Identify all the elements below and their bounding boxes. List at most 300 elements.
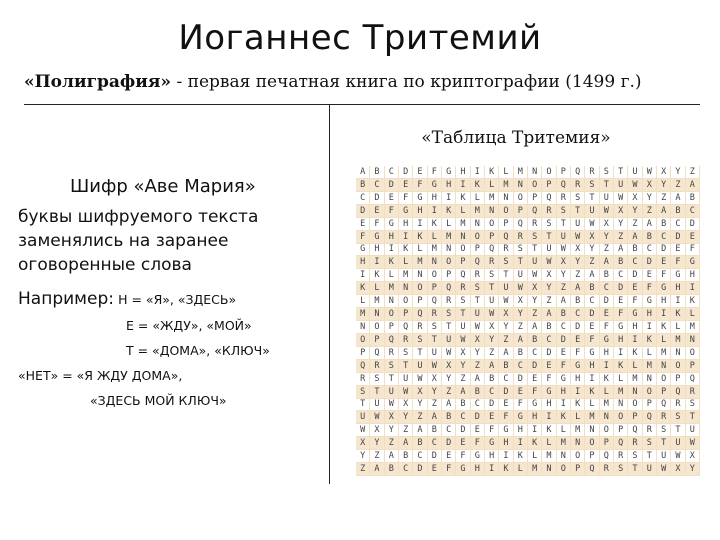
table-cell: F: [686, 244, 700, 257]
table-cell: T: [671, 424, 685, 437]
table-cell: I: [370, 256, 384, 269]
table-cell: G: [614, 321, 628, 334]
table-cell: X: [628, 192, 642, 205]
table-cell: X: [485, 321, 499, 334]
table-cell: P: [571, 463, 585, 476]
table-cell: U: [413, 360, 427, 373]
table-cell: N: [557, 450, 571, 463]
table-cell: B: [442, 411, 456, 424]
table-cell: F: [399, 192, 413, 205]
table-cell: R: [399, 334, 413, 347]
table-cell: E: [485, 411, 499, 424]
table-cell: W: [528, 269, 542, 282]
table-cell: P: [528, 192, 542, 205]
table-cell: E: [428, 463, 442, 476]
table-cell: Y: [571, 256, 585, 269]
table-cell: H: [686, 269, 700, 282]
table-cell: A: [399, 437, 413, 450]
table-cell: L: [628, 360, 642, 373]
table-cell: S: [356, 386, 370, 399]
table-cell: N: [600, 411, 614, 424]
cipher-heading: Шифр «Аве Мария»: [70, 176, 256, 197]
table-cell: W: [514, 282, 528, 295]
table-cell: Q: [356, 360, 370, 373]
table-cell: N: [585, 424, 599, 437]
table-cell: G: [686, 256, 700, 269]
table-cell: I: [485, 463, 499, 476]
table-cell: O: [428, 269, 442, 282]
table-cell: K: [571, 399, 585, 412]
table-cell: A: [356, 166, 370, 179]
table-caption: «Таблица Тритемия»: [421, 128, 611, 148]
table-cell: E: [356, 218, 370, 231]
table-cell: L: [485, 179, 499, 192]
table-cell: U: [514, 269, 528, 282]
table-cell: A: [657, 205, 671, 218]
table-cell: E: [542, 360, 556, 373]
table-cell: S: [542, 218, 556, 231]
table-cell: B: [571, 295, 585, 308]
table-cell: K: [514, 450, 528, 463]
example-label: Например:: [18, 289, 114, 309]
table-cell: L: [528, 450, 542, 463]
table-cell: N: [499, 192, 513, 205]
table-cell: Y: [428, 386, 442, 399]
table-cell: Z: [399, 424, 413, 437]
table-cell: E: [628, 282, 642, 295]
example-line: Е = «ЖДУ», «МОЙ»: [126, 318, 252, 333]
table-cell: U: [356, 411, 370, 424]
table-cell: B: [600, 269, 614, 282]
table-cell: B: [671, 205, 685, 218]
table-cell: T: [442, 321, 456, 334]
table-cell: M: [528, 463, 542, 476]
table-cell: N: [542, 463, 556, 476]
table-cell: P: [585, 450, 599, 463]
table-cell: I: [399, 231, 413, 244]
table-cell: Q: [557, 179, 571, 192]
table-cell: U: [428, 347, 442, 360]
table-cell: U: [456, 321, 470, 334]
subtitle-text: - первая печатная книга по криптографии (1499 г.): [171, 72, 642, 92]
table-cell: C: [571, 308, 585, 321]
table-cell: M: [399, 269, 413, 282]
table-cell: F: [643, 282, 657, 295]
table-cell: E: [528, 373, 542, 386]
table-cell: K: [671, 308, 685, 321]
table-cell: I: [428, 205, 442, 218]
table-cell: H: [385, 231, 399, 244]
table-cell: U: [557, 231, 571, 244]
table-cell: Y: [585, 244, 599, 257]
table-cell: N: [528, 166, 542, 179]
table-cell: P: [686, 360, 700, 373]
table-cell: G: [585, 347, 599, 360]
table-cell: Q: [385, 334, 399, 347]
table-cell: M: [557, 437, 571, 450]
table-cell: Q: [399, 321, 413, 334]
table-cell: K: [413, 231, 427, 244]
table-cell: E: [413, 166, 427, 179]
table-cell: P: [671, 373, 685, 386]
table-cell: D: [356, 205, 370, 218]
table-cell: Y: [471, 347, 485, 360]
table-cell: O: [456, 244, 470, 257]
table-cell: L: [514, 463, 528, 476]
table-cell: H: [356, 256, 370, 269]
table-cell: Y: [628, 205, 642, 218]
table-cell: W: [657, 463, 671, 476]
table-cell: T: [385, 373, 399, 386]
table-cell: M: [485, 192, 499, 205]
table-cell: I: [385, 244, 399, 257]
table-cell: N: [456, 231, 470, 244]
table-cell: E: [385, 192, 399, 205]
table-cell: C: [471, 399, 485, 412]
table-cell: T: [499, 269, 513, 282]
table-cell: K: [385, 256, 399, 269]
table-cell: N: [370, 308, 384, 321]
table-cell: Y: [528, 295, 542, 308]
table-cell: M: [428, 244, 442, 257]
table-cell: M: [600, 399, 614, 412]
table-cell: D: [542, 347, 556, 360]
table-cell: I: [442, 192, 456, 205]
table-cell: Q: [499, 231, 513, 244]
table-cell: Y: [499, 321, 513, 334]
table-cell: L: [614, 373, 628, 386]
table-cell: C: [585, 295, 599, 308]
table-cell: G: [442, 166, 456, 179]
table-cell: L: [385, 269, 399, 282]
table-cell: W: [614, 192, 628, 205]
table-cell: O: [485, 218, 499, 231]
table-cell: H: [514, 424, 528, 437]
table-cell: F: [628, 295, 642, 308]
table-cell: K: [542, 424, 556, 437]
horizontal-divider: [24, 104, 700, 105]
table-cell: P: [485, 231, 499, 244]
table-cell: D: [385, 179, 399, 192]
table-cell: P: [600, 437, 614, 450]
table-cell: C: [628, 256, 642, 269]
table-cell: E: [657, 256, 671, 269]
table-cell: U: [686, 424, 700, 437]
table-cell: C: [428, 437, 442, 450]
table-cell: U: [628, 166, 642, 179]
table-cell: Z: [614, 231, 628, 244]
table-cell: P: [657, 386, 671, 399]
table-cell: F: [413, 179, 427, 192]
table-cell: X: [442, 360, 456, 373]
table-cell: I: [571, 386, 585, 399]
table-cell: I: [356, 269, 370, 282]
table-cell: D: [657, 244, 671, 257]
table-cell: R: [657, 411, 671, 424]
table-cell: G: [370, 231, 384, 244]
table-cell: W: [686, 437, 700, 450]
table-cell: B: [428, 424, 442, 437]
table-cell: E: [671, 244, 685, 257]
table-cell: D: [428, 450, 442, 463]
trithemius-table: [356, 166, 700, 476]
table-cell: O: [385, 308, 399, 321]
table-cell: M: [442, 231, 456, 244]
table-cell: Q: [471, 256, 485, 269]
table-cell: M: [671, 334, 685, 347]
table-cell: S: [456, 295, 470, 308]
table-cell: H: [413, 205, 427, 218]
table-cell: W: [571, 231, 585, 244]
table-cell: C: [485, 386, 499, 399]
table-cell: T: [399, 360, 413, 373]
table-cell: W: [385, 399, 399, 412]
table-cell: N: [471, 218, 485, 231]
table-cell: P: [542, 179, 556, 192]
table-cell: P: [557, 166, 571, 179]
table-cell: O: [671, 360, 685, 373]
table-cell: H: [600, 347, 614, 360]
table-cell: R: [514, 231, 528, 244]
table-cell: F: [657, 269, 671, 282]
table-cell: H: [399, 218, 413, 231]
table-cell: Z: [471, 360, 485, 373]
table-cell: Q: [528, 205, 542, 218]
table-cell: Q: [628, 424, 642, 437]
table-cell: G: [499, 424, 513, 437]
table-cell: K: [485, 166, 499, 179]
table-cell: I: [600, 360, 614, 373]
table-cell: Q: [585, 463, 599, 476]
table-cell: O: [571, 450, 585, 463]
table-cell: Z: [370, 450, 384, 463]
table-cell: X: [499, 308, 513, 321]
table-cell: G: [528, 399, 542, 412]
table-cell: R: [485, 256, 499, 269]
table-cell: L: [643, 347, 657, 360]
table-cell: Z: [657, 192, 671, 205]
table-cell: H: [542, 399, 556, 412]
table-cell: R: [456, 282, 470, 295]
table-cell: P: [413, 295, 427, 308]
table-cell: H: [614, 334, 628, 347]
table-cell: Z: [385, 437, 399, 450]
table-cell: R: [643, 424, 657, 437]
table-cell: H: [471, 463, 485, 476]
table-cell: X: [370, 424, 384, 437]
table-cell: D: [585, 308, 599, 321]
table-cell: L: [542, 437, 556, 450]
table-cell: F: [385, 205, 399, 218]
table-cell: N: [428, 256, 442, 269]
table-cell: Y: [600, 231, 614, 244]
table-cell: P: [514, 205, 528, 218]
table-cell: L: [428, 231, 442, 244]
table-cell: E: [471, 424, 485, 437]
table-cell: I: [557, 399, 571, 412]
table-cell: W: [428, 360, 442, 373]
table-cell: Y: [657, 179, 671, 192]
table-cell: Q: [614, 437, 628, 450]
table-cell: X: [528, 282, 542, 295]
table-cell: C: [557, 321, 571, 334]
table-cell: C: [643, 244, 657, 257]
table-cell: L: [557, 424, 571, 437]
table-cell: Q: [686, 373, 700, 386]
table-cell: B: [485, 373, 499, 386]
table-cell: L: [571, 411, 585, 424]
table-cell: C: [442, 424, 456, 437]
table-cell: U: [499, 282, 513, 295]
table-cell: I: [456, 179, 470, 192]
table-cell: G: [428, 179, 442, 192]
table-cell: U: [542, 244, 556, 257]
table-cell: N: [399, 282, 413, 295]
table-cell: Y: [643, 192, 657, 205]
table-cell: O: [399, 295, 413, 308]
table-cell: Y: [442, 373, 456, 386]
table-cell: M: [571, 424, 585, 437]
table-cell: C: [499, 373, 513, 386]
table-cell: C: [456, 411, 470, 424]
table-cell: H: [370, 244, 384, 257]
table-cell: O: [514, 192, 528, 205]
table-cell: A: [585, 269, 599, 282]
table-cell: L: [442, 218, 456, 231]
table-cell: S: [442, 308, 456, 321]
table-cell: S: [428, 321, 442, 334]
table-cell: K: [643, 334, 657, 347]
table-cell: C: [514, 360, 528, 373]
table-cell: L: [671, 321, 685, 334]
vertical-divider: [329, 104, 330, 484]
table-cell: S: [471, 282, 485, 295]
table-cell: X: [399, 399, 413, 412]
table-cell: L: [471, 192, 485, 205]
table-cell: T: [428, 334, 442, 347]
table-cell: A: [686, 179, 700, 192]
table-cell: L: [456, 205, 470, 218]
table-cell: R: [499, 244, 513, 257]
table-cell: N: [571, 437, 585, 450]
table-cell: X: [571, 244, 585, 257]
table-cell: L: [499, 166, 513, 179]
table-cell: Q: [571, 166, 585, 179]
table-cell: L: [585, 399, 599, 412]
table-cell: C: [600, 282, 614, 295]
example-line: «НЕТ» = «Я ЖДУ ДОМА»,: [18, 368, 183, 383]
table-cell: K: [399, 244, 413, 257]
table-cell: M: [686, 321, 700, 334]
table-cell: N: [686, 334, 700, 347]
table-cell: X: [585, 231, 599, 244]
table-cell: G: [571, 360, 585, 373]
table-cell: F: [485, 424, 499, 437]
table-cell: F: [428, 166, 442, 179]
table-cell: U: [585, 205, 599, 218]
table-cell: K: [528, 437, 542, 450]
table-cell: A: [456, 386, 470, 399]
slide-title: Иоганнес Тритемий: [178, 18, 542, 58]
table-cell: A: [614, 244, 628, 257]
table-cell: O: [614, 411, 628, 424]
table-cell: O: [628, 399, 642, 412]
table-cell: Q: [442, 282, 456, 295]
table-cell: R: [671, 399, 685, 412]
table-cell: D: [442, 437, 456, 450]
table-cell: F: [471, 437, 485, 450]
table-cell: S: [585, 179, 599, 192]
table-cell: C: [542, 334, 556, 347]
table-cell: D: [485, 399, 499, 412]
table-cell: A: [542, 308, 556, 321]
table-cell: N: [657, 360, 671, 373]
table-cell: B: [686, 192, 700, 205]
table-cell: W: [643, 166, 657, 179]
table-cell: U: [442, 334, 456, 347]
table-cell: L: [399, 256, 413, 269]
table-cell: C: [671, 218, 685, 231]
table-cell: B: [528, 334, 542, 347]
table-cell: R: [542, 205, 556, 218]
table-cell: N: [628, 386, 642, 399]
table-cell: K: [370, 269, 384, 282]
table-cell: X: [557, 256, 571, 269]
table-cell: S: [600, 166, 614, 179]
table-cell: M: [356, 308, 370, 321]
table-cell: O: [585, 437, 599, 450]
table-cell: I: [471, 166, 485, 179]
table-cell: A: [370, 463, 384, 476]
table-cell: O: [499, 205, 513, 218]
table-cell: F: [614, 308, 628, 321]
table-cell: K: [557, 411, 571, 424]
table-cell: R: [600, 463, 614, 476]
table-cell: S: [385, 360, 399, 373]
table-cell: Z: [585, 256, 599, 269]
table-cell: X: [614, 205, 628, 218]
table-cell: M: [628, 373, 642, 386]
table-cell: H: [657, 295, 671, 308]
table-cell: B: [370, 166, 384, 179]
table-cell: Y: [614, 218, 628, 231]
table-cell: Q: [485, 244, 499, 257]
table-cell: O: [528, 179, 542, 192]
table-cell: W: [499, 295, 513, 308]
table-cell: Z: [356, 463, 370, 476]
table-cell: G: [600, 334, 614, 347]
table-cell: T: [643, 450, 657, 463]
table-cell: Q: [413, 308, 427, 321]
table-cell: Z: [428, 399, 442, 412]
table-cell: Z: [600, 244, 614, 257]
table-cell: T: [456, 308, 470, 321]
table-cell: U: [485, 295, 499, 308]
table-cell: H: [456, 166, 470, 179]
table-cell: H: [628, 321, 642, 334]
table-cell: A: [643, 218, 657, 231]
table-cell: F: [370, 218, 384, 231]
table-cell: F: [456, 450, 470, 463]
table-cell: Y: [399, 411, 413, 424]
table-cell: R: [471, 269, 485, 282]
table-cell: T: [657, 437, 671, 450]
table-cell: K: [471, 179, 485, 192]
table-cell: U: [571, 218, 585, 231]
table-cell: B: [399, 450, 413, 463]
table-cell: R: [585, 166, 599, 179]
table-cell: D: [600, 295, 614, 308]
